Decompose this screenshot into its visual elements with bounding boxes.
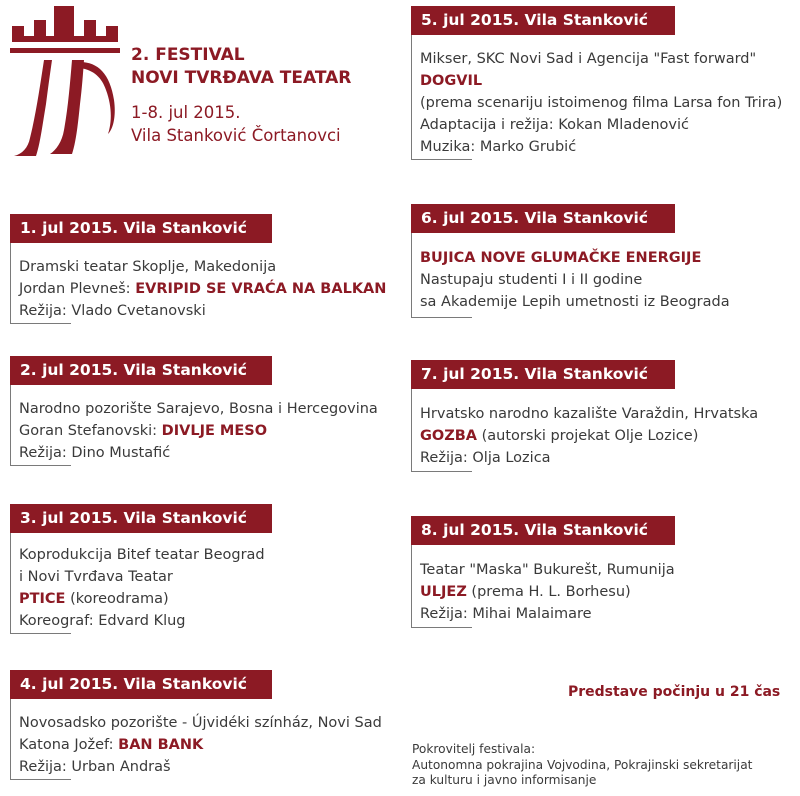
event-author: Katona Jožef: bbox=[19, 737, 119, 753]
event-body bbox=[420, 403, 797, 469]
event-body bbox=[19, 398, 390, 464]
event-title: BUJICA NOVE GLUMAČKE ENERGIJE bbox=[420, 250, 702, 266]
event-title-line bbox=[420, 581, 797, 603]
event-title: GOZBA bbox=[420, 428, 478, 444]
festival-dates: 1-8. jul 2015. bbox=[131, 103, 241, 122]
event-note: (prema H. L. Borhesu) bbox=[466, 584, 631, 600]
event-card-day1 bbox=[10, 214, 390, 324]
event-header: 8. jul 2015. Vila Stanković bbox=[411, 516, 675, 545]
event-title: DIVLJE MESO bbox=[161, 423, 268, 439]
sponsor-name-cont: za kulturu i javno informisanje bbox=[412, 773, 597, 787]
event-title-line bbox=[19, 588, 390, 610]
event-author: Goran Stefanovski: bbox=[19, 423, 162, 439]
event-header: 4. jul 2015. Vila Stanković bbox=[10, 670, 272, 699]
event-header: 7. jul 2015. Vila Stanković bbox=[411, 360, 675, 389]
event-card-day2 bbox=[10, 356, 390, 466]
event-director: Režija: Mihai Malaimare bbox=[420, 606, 592, 622]
festival-title-line2: NOVI TVRĐAVA TEATAR bbox=[131, 68, 352, 88]
event-company: Koprodukcija Bitef teatar Beograd bbox=[19, 547, 265, 563]
event-body bbox=[19, 256, 390, 322]
event-company: Teatar "Maska" Bukurešt, Rumunija bbox=[420, 562, 675, 578]
event-choreographer: Koreograf: Edvard Klug bbox=[19, 613, 186, 629]
event-genre: (koreodrama) bbox=[65, 591, 169, 607]
event-header: 5. jul 2015. Vila Stanković bbox=[411, 6, 675, 35]
event-note: (prema scenariju istoimenog filma Larsa fon Trira) bbox=[420, 95, 783, 111]
event-title: DOGVIL bbox=[420, 73, 483, 89]
event-company-cont: i Novi Tvrđava Teatar bbox=[19, 569, 173, 585]
event-director: Režija: Vlado Cvetanovski bbox=[19, 303, 206, 319]
event-header: 3. jul 2015. Vila Stanković bbox=[10, 504, 272, 533]
event-header: 1. jul 2015. Vila Stanković bbox=[10, 214, 272, 243]
event-title: ULJEZ bbox=[420, 584, 467, 600]
event-title: PTICE bbox=[19, 591, 66, 607]
event-card-day5 bbox=[411, 6, 797, 160]
event-performers: Nastupaju studenti I i II godine bbox=[420, 272, 643, 288]
event-author-title bbox=[19, 420, 390, 442]
event-body bbox=[420, 559, 797, 625]
event-body bbox=[19, 544, 390, 632]
event-body bbox=[19, 712, 400, 778]
event-title-line bbox=[420, 425, 797, 447]
event-company: Dramski teatar Skoplje, Makedonija bbox=[19, 259, 277, 275]
event-title: BAN BANK bbox=[118, 737, 204, 753]
sponsor-block bbox=[412, 742, 752, 789]
festival-title-line1: 2. FESTIVAL bbox=[131, 45, 245, 65]
event-director: Režija: Urban Andraš bbox=[19, 759, 171, 775]
event-body bbox=[420, 48, 797, 158]
event-author: Jordan Plevneš: bbox=[19, 281, 136, 297]
sponsor-name: Autonomna pokrajina Vojvodina, Pokrajinski sekretarijat bbox=[412, 757, 753, 772]
event-header: 2. jul 2015. Vila Stanković bbox=[10, 356, 272, 385]
sponsor-label: Pokrovitelj festivala: bbox=[412, 742, 536, 756]
festival-title-block bbox=[131, 44, 401, 147]
event-title: EVRIPID SE VRAĆA NA BALKAN bbox=[135, 281, 387, 297]
event-author-title bbox=[19, 278, 390, 300]
event-card-day4 bbox=[10, 670, 400, 780]
event-company: Novosadsko pozorište - Újvidéki színház, Novi Sad bbox=[19, 715, 382, 731]
start-time-note: Predstave počinju u 21 čas bbox=[568, 684, 781, 700]
event-performers-cont: sa Akademije Lepih umetnosti iz Beograda bbox=[420, 294, 730, 310]
event-header: 6. jul 2015. Vila Stanković bbox=[411, 204, 675, 233]
event-author-title bbox=[19, 734, 400, 756]
event-director: Režija: Dino Mustafić bbox=[19, 445, 171, 461]
event-note: (autorski projekat Olje Lozice) bbox=[477, 428, 699, 444]
event-company: Mikser, SKC Novi Sad i Agencija "Fast forward" bbox=[420, 51, 757, 67]
event-card-day8 bbox=[411, 516, 797, 628]
event-body bbox=[420, 247, 797, 313]
event-director: Adaptacija i režija: Kokan Mladenović bbox=[420, 117, 689, 133]
event-company: Narodno pozorište Sarajevo, Bosna i Hercegovina bbox=[19, 401, 378, 417]
fortress-tt-logo-icon bbox=[6, 4, 124, 162]
event-card-day6 bbox=[411, 204, 797, 318]
event-company: Hrvatsko narodno kazalište Varaždin, Hrvatska bbox=[420, 406, 759, 422]
event-director: Režija: Olja Lozica bbox=[420, 450, 551, 466]
festival-venue: Vila Stanković Čortanovci bbox=[131, 126, 341, 145]
event-music: Muzika: Marko Grubić bbox=[420, 139, 577, 155]
event-card-day7 bbox=[411, 360, 797, 472]
event-card-day3 bbox=[10, 504, 390, 634]
